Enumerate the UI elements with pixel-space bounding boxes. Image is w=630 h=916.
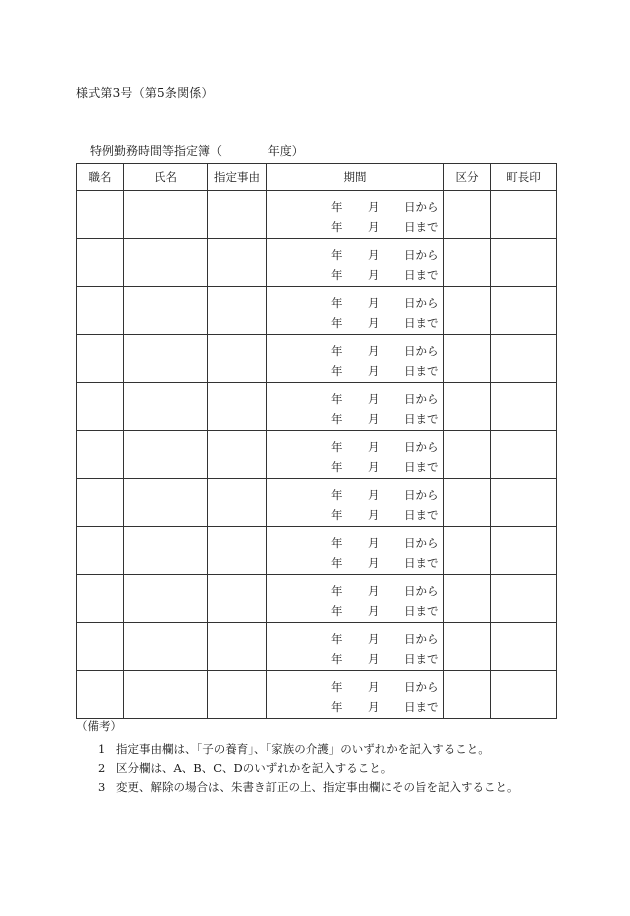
cell-name [124, 575, 208, 623]
form-number: 様式第3号（第5条関係） [76, 86, 214, 100]
cell-reason [208, 335, 267, 383]
cell-category [444, 431, 491, 479]
notes-section [76, 718, 519, 797]
period-month: 月 [368, 632, 380, 646]
cell-category [444, 575, 491, 623]
period-year: 年 [331, 220, 343, 234]
period-year: 年 [331, 364, 343, 378]
cell-period [267, 287, 444, 335]
period-from: 日から [404, 440, 439, 454]
period-month: 月 [368, 344, 380, 358]
cell-category [444, 479, 491, 527]
table-row [77, 671, 557, 719]
period-month: 月 [368, 200, 380, 214]
table-row [77, 479, 557, 527]
cell-mayor-seal [491, 575, 557, 623]
cell-mayor-seal [491, 287, 557, 335]
title-year-suffix: 年度） [267, 144, 304, 158]
period-month: 月 [368, 440, 380, 454]
cell-name [124, 191, 208, 239]
period-year: 年 [331, 268, 343, 282]
period-until: 日まで [404, 460, 439, 474]
cell-category [444, 383, 491, 431]
note-number: 1 [98, 742, 106, 756]
period-month: 月 [368, 248, 380, 262]
cell-position [77, 191, 124, 239]
period-year: 年 [331, 508, 343, 522]
cell-category [444, 335, 491, 383]
period-year: 年 [331, 652, 343, 666]
period-month: 月 [368, 268, 380, 282]
cell-position [77, 383, 124, 431]
note-number: 2 [98, 761, 106, 775]
period-month: 月 [368, 680, 380, 694]
period-from: 日から [404, 488, 439, 502]
period-month: 月 [368, 412, 380, 426]
period-from: 日から [404, 584, 439, 598]
period-month: 月 [368, 220, 380, 234]
cell-reason [208, 431, 267, 479]
cell-period [267, 239, 444, 287]
cell-period [267, 527, 444, 575]
header-name: 氏名 [124, 164, 208, 191]
cell-reason [208, 671, 267, 719]
period-year: 年 [331, 680, 343, 694]
period-month: 月 [368, 508, 380, 522]
cell-name [124, 527, 208, 575]
cell-mayor-seal [491, 527, 557, 575]
cell-category [444, 527, 491, 575]
period-month: 月 [368, 652, 380, 666]
cell-name [124, 383, 208, 431]
cell-category [444, 623, 491, 671]
period-month: 月 [368, 556, 380, 570]
period-until: 日まで [404, 316, 439, 330]
cell-mayor-seal [491, 623, 557, 671]
table-row [77, 431, 557, 479]
period-year: 年 [331, 460, 343, 474]
cell-reason [208, 527, 267, 575]
period-from: 日から [404, 344, 439, 358]
note-text: 指定事由欄は、「子の養育」、「家族の介護」のいずれかを記入すること。 [116, 742, 490, 756]
cell-name [124, 671, 208, 719]
note-text: 変更、解除の場合は、朱書き訂正の上、指定事由欄にその旨を記入すること。 [116, 780, 519, 794]
note-item [98, 740, 519, 759]
cell-reason [208, 191, 267, 239]
table-row [77, 383, 557, 431]
note-item [98, 759, 519, 778]
table-row [77, 335, 557, 383]
table-row [77, 287, 557, 335]
period-year: 年 [331, 536, 343, 550]
period-year: 年 [331, 556, 343, 570]
period-month: 月 [368, 584, 380, 598]
cell-mayor-seal [491, 191, 557, 239]
period-year: 年 [331, 488, 343, 502]
period-year: 年 [331, 200, 343, 214]
table-row [77, 623, 557, 671]
cell-period [267, 383, 444, 431]
cell-position [77, 431, 124, 479]
cell-mayor-seal [491, 479, 557, 527]
cell-name [124, 623, 208, 671]
cell-mayor-seal [491, 671, 557, 719]
cell-category [444, 671, 491, 719]
period-month: 月 [368, 296, 380, 310]
period-month: 月 [368, 488, 380, 502]
table-row [77, 191, 557, 239]
cell-position [77, 335, 124, 383]
cell-mayor-seal [491, 431, 557, 479]
period-month: 月 [368, 536, 380, 550]
header-row [77, 164, 557, 191]
header-position: 職名 [77, 164, 124, 191]
cell-name [124, 479, 208, 527]
period-month: 月 [368, 392, 380, 406]
period-from: 日から [404, 200, 439, 214]
cell-period [267, 575, 444, 623]
period-year: 年 [331, 316, 343, 330]
cell-name [124, 431, 208, 479]
table-row [77, 575, 557, 623]
note-text: 区分欄は、A、B、C、Dのいずれかを記入すること。 [116, 761, 393, 775]
cell-category [444, 239, 491, 287]
period-until: 日まで [404, 604, 439, 618]
period-month: 月 [368, 316, 380, 330]
cell-reason [208, 575, 267, 623]
notes-heading: （備考） [76, 719, 122, 733]
cell-position [77, 671, 124, 719]
period-month: 月 [368, 460, 380, 474]
cell-period [267, 191, 444, 239]
period-year: 年 [331, 700, 343, 714]
cell-period [267, 623, 444, 671]
header-mayor-seal: 町長印 [491, 164, 557, 191]
header-reason: 指定事由 [208, 164, 267, 191]
period-until: 日まで [404, 268, 439, 282]
period-year: 年 [331, 344, 343, 358]
cell-position [77, 287, 124, 335]
period-from: 日から [404, 632, 439, 646]
period-until: 日まで [404, 412, 439, 426]
cell-mayor-seal [491, 383, 557, 431]
cell-position [77, 623, 124, 671]
period-until: 日まで [404, 508, 439, 522]
cell-name [124, 239, 208, 287]
cell-position [77, 479, 124, 527]
table-row [77, 527, 557, 575]
cell-position [77, 527, 124, 575]
cell-name [124, 335, 208, 383]
cell-position [77, 239, 124, 287]
cell-position [77, 575, 124, 623]
cell-reason [208, 383, 267, 431]
header-category: 区分 [444, 164, 491, 191]
period-month: 月 [368, 604, 380, 618]
period-until: 日まで [404, 700, 439, 714]
note-item [98, 778, 519, 797]
period-from: 日から [404, 296, 439, 310]
period-from: 日から [404, 536, 439, 550]
cell-period [267, 431, 444, 479]
cell-name [124, 287, 208, 335]
cell-reason [208, 239, 267, 287]
period-from: 日から [404, 392, 439, 406]
period-month: 月 [368, 364, 380, 378]
register-title [90, 142, 304, 159]
cell-reason [208, 479, 267, 527]
period-month: 月 [368, 700, 380, 714]
period-year: 年 [331, 248, 343, 262]
cell-mayor-seal [491, 239, 557, 287]
period-from: 日から [404, 680, 439, 694]
period-year: 年 [331, 392, 343, 406]
cell-period [267, 479, 444, 527]
header-period: 期間 [267, 164, 444, 191]
cell-reason [208, 287, 267, 335]
cell-mayor-seal [491, 335, 557, 383]
period-year: 年 [331, 440, 343, 454]
cell-period [267, 671, 444, 719]
cell-period [267, 335, 444, 383]
period-until: 日まで [404, 652, 439, 666]
title-name: 特例勤務時間等指定簿（ [90, 144, 223, 158]
designation-register-table [76, 163, 557, 719]
table-row [77, 239, 557, 287]
period-year: 年 [331, 604, 343, 618]
cell-category [444, 287, 491, 335]
period-year: 年 [331, 412, 343, 426]
period-year: 年 [331, 584, 343, 598]
period-from: 日から [404, 248, 439, 262]
cell-category [444, 191, 491, 239]
period-year: 年 [331, 632, 343, 646]
period-year: 年 [331, 296, 343, 310]
cell-reason [208, 623, 267, 671]
period-until: 日まで [404, 220, 439, 234]
note-number: 3 [98, 780, 106, 794]
period-until: 日まで [404, 364, 439, 378]
period-until: 日まで [404, 556, 439, 570]
